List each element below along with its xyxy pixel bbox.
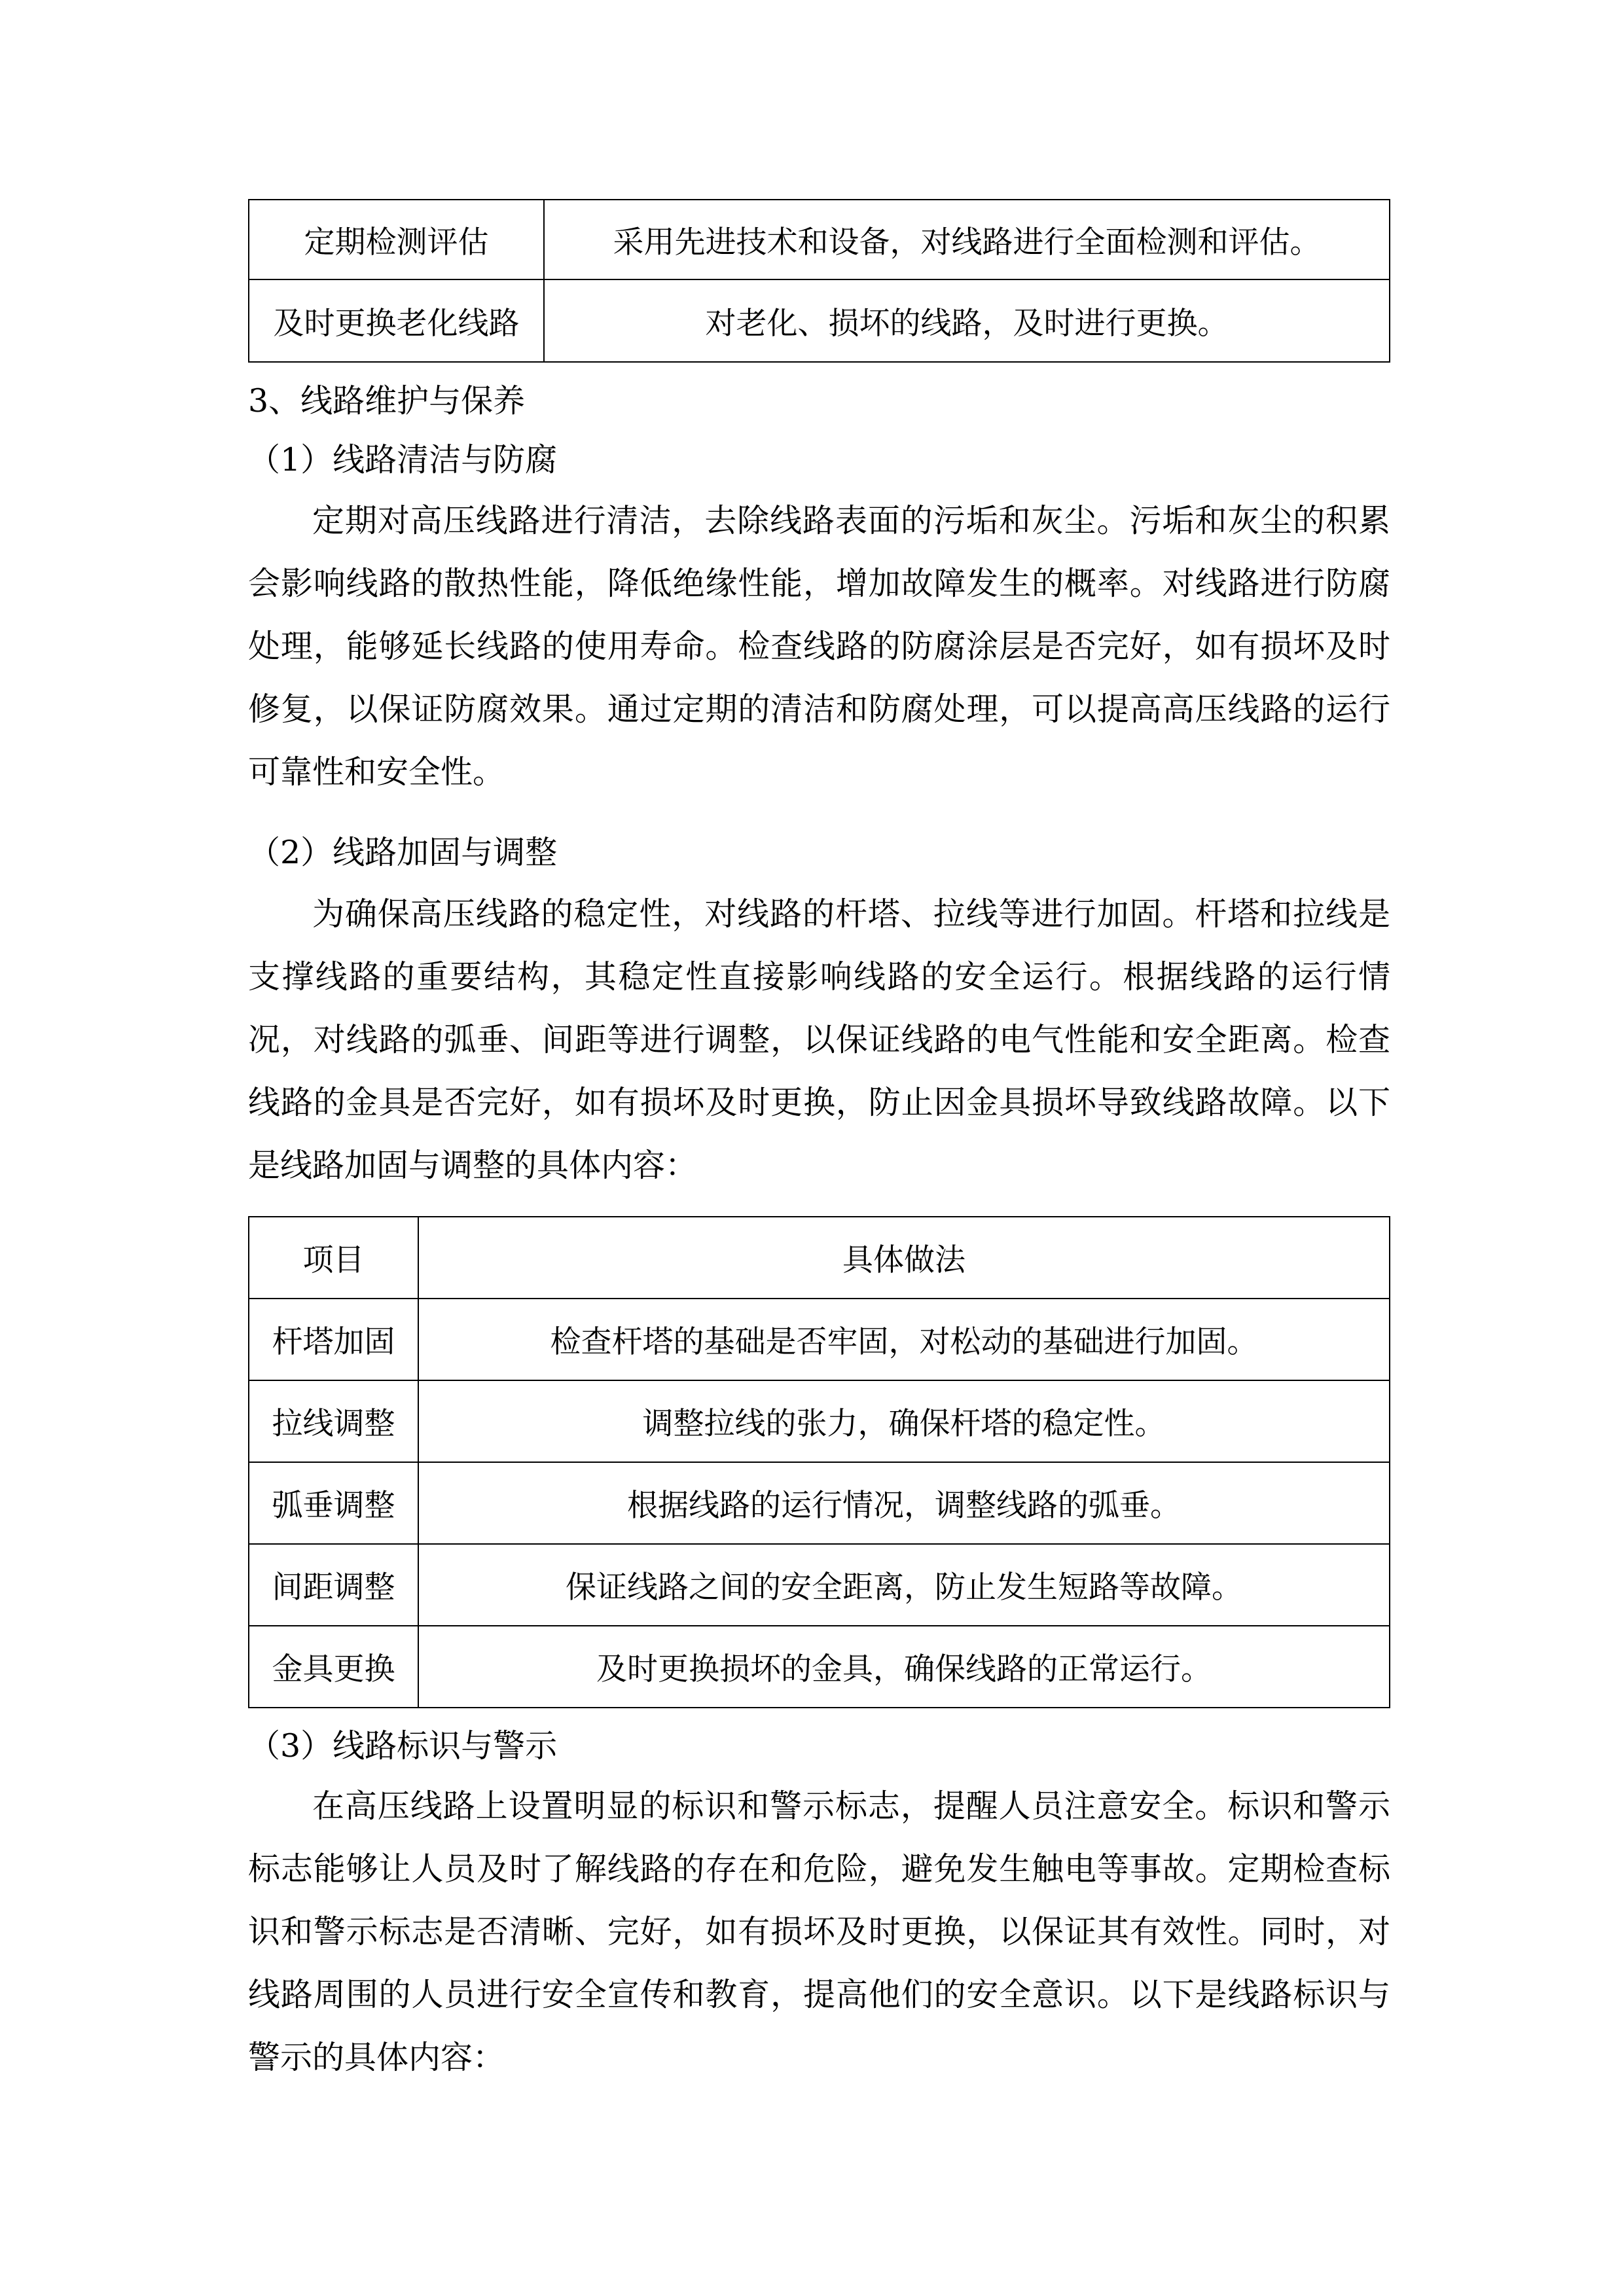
table-cell: 杆塔加固	[249, 1299, 418, 1380]
table-row	[249, 1544, 1390, 1626]
paragraph-cleaning: 定期对高压线路进行清洁，去除线路表面的污垢和灰尘。污垢和灰尘的积累会影响线路的散热性能，降低绝缘性能，增加故障发生的概率。对线路进行防腐处理，能够延长线路的使用寿命。检查线路的防腐涂层是否完好，如有损坏及时修复，以保证防腐效果。通过定期的清洁和防腐处理，可以提高高压线路的运行可靠性和安全性。	[248, 502, 1390, 791]
table-cell: 间距调整	[249, 1544, 418, 1626]
table-cell: 弧垂调整	[249, 1462, 418, 1544]
section-heading: 3、线路维护与保养	[248, 382, 526, 420]
table-row	[249, 1299, 1390, 1380]
paragraph-signage: 在高压线路上设置明显的标识和警示标志，提醒人员注意安全。标识和警示标志能够让人员及时了解线路的存在和危险，避免发生触电等事故。定期检查标识和警示标志是否清晰、完好，如有损坏及时更换，以保证其有效性。同时，对线路周围的人员进行安全宣传和教育，提高他们的安全意识。以下是线路标识与警示的具体内容：	[248, 1787, 1390, 2076]
header-cell: 具体做法	[418, 1217, 1390, 1299]
table-row	[249, 279, 1390, 362]
subsection-heading-1: （1）线路清洁与防腐	[248, 441, 558, 478]
table-cell: 采用先进技术和设备，对线路进行全面检测和评估。	[544, 200, 1390, 279]
table-row	[249, 1380, 1390, 1462]
table-cell: 根据线路的运行情况，调整线路的弧垂。	[418, 1462, 1390, 1544]
table-cell: 及时更换损坏的金具，确保线路的正常运行。	[418, 1626, 1390, 1708]
subsection-heading-2: （2）线路加固与调整	[248, 834, 558, 871]
header-cell: 项目	[249, 1217, 418, 1299]
table-row	[249, 1626, 1390, 1708]
table-cell: 定期检测评估	[249, 200, 544, 279]
subsection-heading-3: （3）线路标识与警示	[248, 1727, 558, 1765]
table-cell: 金具更换	[249, 1626, 418, 1708]
table-cell: 调整拉线的张力，确保杆塔的稳定性。	[418, 1380, 1390, 1462]
table-cell: 对老化、损坏的线路，及时进行更换。	[544, 279, 1390, 362]
paragraph-reinforcement: 为确保高压线路的稳定性，对线路的杆塔、拉线等进行加固。杆塔和拉线是支撑线路的重要结构，其稳定性直接影响线路的安全运行。根据线路的运行情况，对线路的弧垂、间距等进行调整，以保证线路的电气性能和安全距离。检查线路的金具是否完好，如有损坏及时更换，防止因金具损坏导致线路故障。以下是线路加固与调整的具体内容：	[248, 895, 1390, 1184]
table-header-row	[249, 1217, 1390, 1299]
table-cell: 保证线路之间的安全距离，防止发生短路等故障。	[418, 1544, 1390, 1626]
table-row	[249, 1462, 1390, 1544]
reinforcement-table	[248, 1216, 1390, 1708]
table-cell: 及时更换老化线路	[249, 279, 544, 362]
table-cell: 检查杆塔的基础是否牢固，对松动的基础进行加固。	[418, 1299, 1390, 1380]
table-row	[249, 200, 1390, 279]
table-cell: 拉线调整	[249, 1380, 418, 1462]
inspection-table-continued	[248, 199, 1390, 363]
